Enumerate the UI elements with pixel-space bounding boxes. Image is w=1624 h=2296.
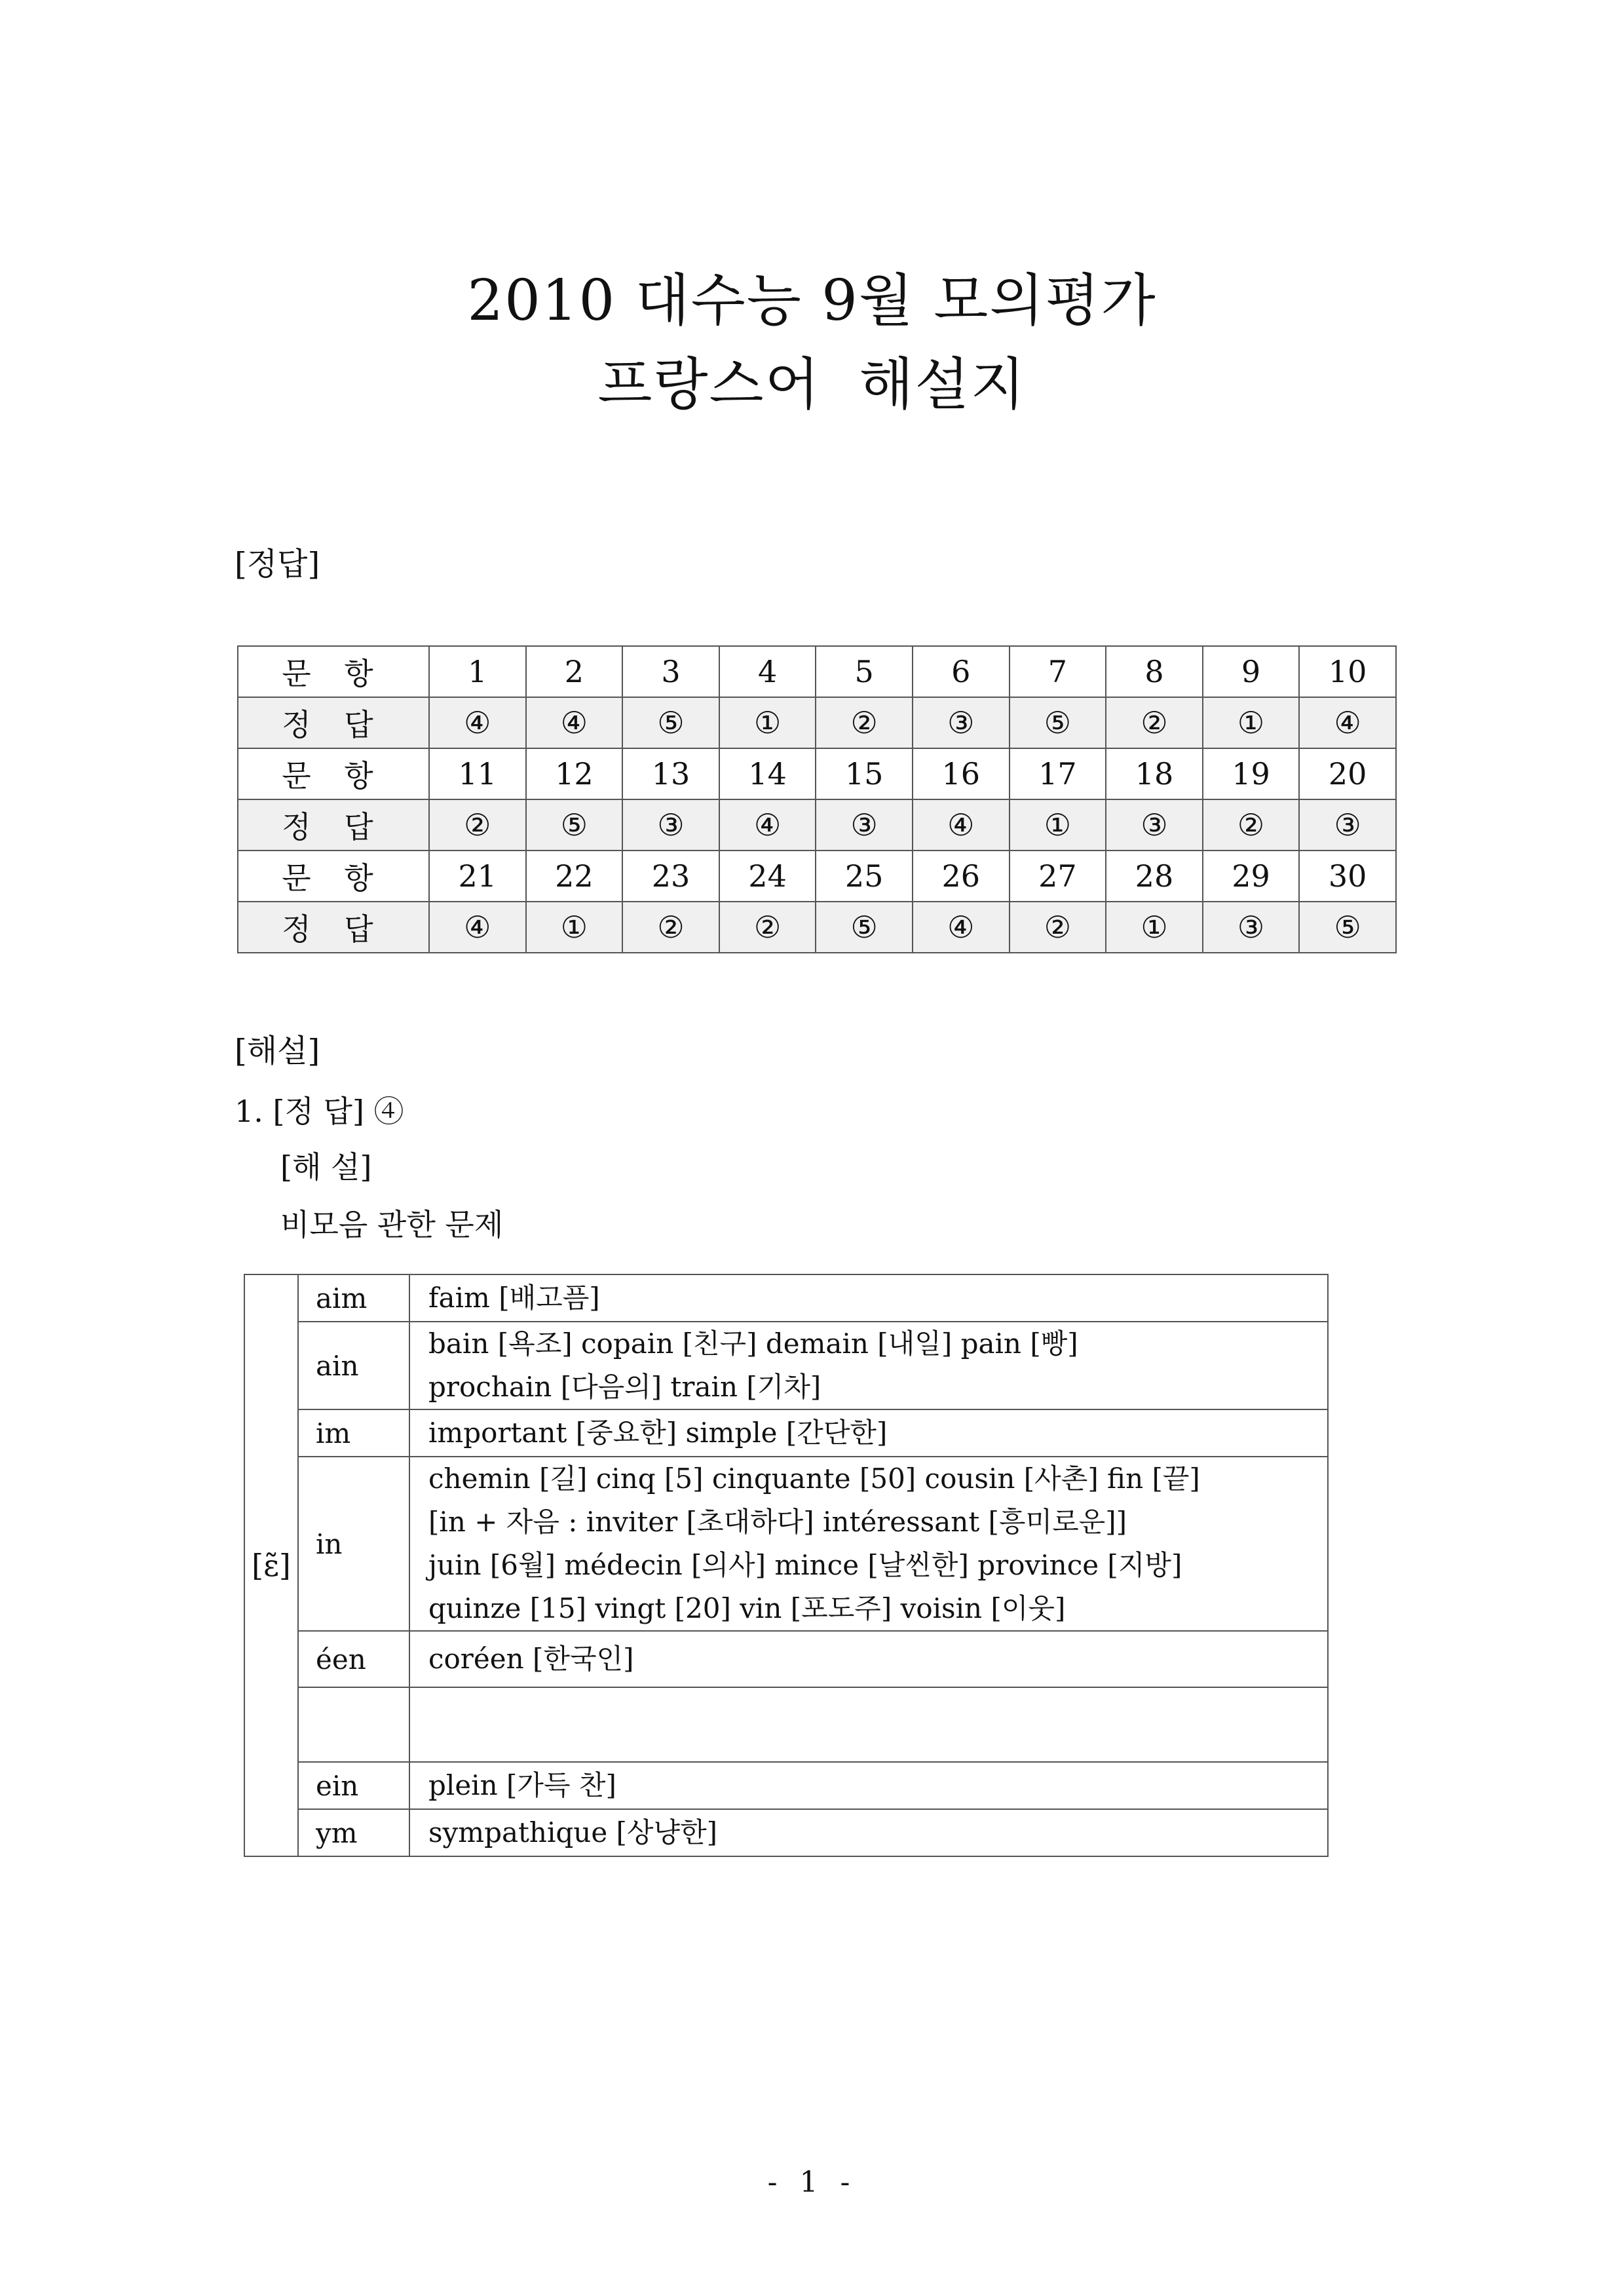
example-line: chemin [길] cinq [5] cinquante [50] cousin [사촌] fin [끝] [428,1463,1200,1495]
vowel-table-row [244,1274,1328,1322]
examples-cell [409,1322,1328,1409]
question-number-cell: 27 [1010,851,1106,902]
examples-cell [409,1687,1328,1762]
question-row [238,646,1396,697]
question-number-cell: 26 [913,851,1010,902]
example-line: quinze [15] vingt [20] vin [포도주] voisin [이웃] [428,1592,1066,1624]
answer-cell: ④ [913,902,1010,953]
question-row [238,851,1396,902]
question-number-cell: 3 [622,646,719,697]
document-title [0,259,1624,427]
page-number: - 1 - [767,2166,857,2199]
question-number-cell: 22 [526,851,623,902]
answer-cell: ③ [913,697,1010,748]
answer-cell: ④ [913,799,1010,851]
question-number-cell: 11 [429,748,526,799]
question-number-cell: 4 [719,646,816,697]
question-number-cell: 8 [1106,646,1203,697]
example-line: bain [욕조] copain [친구] demain [내일] pain [빵] [428,1328,1078,1360]
vowel-table-row [244,1322,1328,1409]
example-line: faim [배고픔] [428,1282,600,1314]
example-line: sympathique [상냥한] [428,1816,718,1848]
question-number-cell: 10 [1299,646,1396,697]
question-number-cell: 17 [1010,748,1106,799]
title-line-2: 프랑스어 해설지 [597,352,1027,417]
question-number-cell: 5 [816,646,913,697]
answer-cell: ② [1010,902,1106,953]
answer-table [237,645,1397,953]
example-line: important [중요한] simple [간단한] [428,1417,888,1449]
question-1-explain-label: [해 설] [280,1149,372,1185]
answer-cell: ⑤ [816,902,913,953]
answer-cell: ③ [1203,902,1300,953]
explain-section-label: [해설] [235,1033,320,1069]
spelling-cell [298,1687,409,1762]
vowel-table-row [244,1762,1328,1809]
question-1-topic: 비모음 관한 문제 [280,1207,504,1242]
spelling-cell: im [298,1409,409,1457]
answer-cell: ① [1106,902,1203,953]
vowel-table-row [244,1687,1328,1762]
question-number-cell: 16 [913,748,1010,799]
examples-cell [409,1809,1328,1856]
example-line: juin [6월] médecin [의사] mince [날씬한] province [지방] [428,1549,1182,1581]
example-line: coréen [한국인] [428,1643,634,1675]
question-number-cell: 2 [526,646,623,697]
question-number-cell: 14 [719,748,816,799]
spelling-cell: aim [298,1274,409,1322]
answer-cell: ② [719,902,816,953]
answer-cell: ⑤ [1299,902,1396,953]
question-number-cell: 1 [429,646,526,697]
answer-cell: ② [1203,799,1300,851]
answer-cell: ① [526,902,623,953]
title-line-1: 2010 대수능 9월 모의평가 [467,268,1157,334]
question-row-label: 문 항 [238,646,429,697]
answer-cell: ① [1203,697,1300,748]
answer-cell: ④ [719,799,816,851]
vowel-table-row [244,1457,1328,1631]
answer-cell: ① [719,697,816,748]
answer-cell: ① [1010,799,1106,851]
question-number-cell: 24 [719,851,816,902]
question-number-cell: 28 [1106,851,1203,902]
question-number-cell: 7 [1010,646,1106,697]
question-number-cell: 23 [622,851,719,902]
question-number-cell: 19 [1203,748,1300,799]
vowel-table-row [244,1409,1328,1457]
question-row [238,748,1396,799]
answer-cell: ④ [1299,697,1396,748]
question-number-cell: 13 [622,748,719,799]
answer-cell: ③ [816,799,913,851]
phoneme-cell: [ɛ̃] [244,1274,298,1856]
answer-cell: ④ [526,697,623,748]
answer-section-label: [정답] [235,546,320,583]
answer-cell: ② [429,799,526,851]
question-number-cell: 9 [1203,646,1300,697]
question-number-cell: 18 [1106,748,1203,799]
answer-cell: ③ [1299,799,1396,851]
vowel-table-row [244,1631,1328,1687]
spelling-cell: ain [298,1322,409,1409]
example-line: plein [가득 찬] [428,1769,616,1801]
answer-cell: ② [1106,697,1203,748]
question-number-cell: 12 [526,748,623,799]
answer-cell: ⑤ [622,697,719,748]
answer-cell: ② [816,697,913,748]
example-line: prochain [다음의] train [기차] [428,1371,821,1403]
answer-cell: ② [622,902,719,953]
answer-row-label: 정 답 [238,697,429,748]
spelling-cell: éen [298,1631,409,1687]
answer-row [238,697,1396,748]
answer-cell: ⑤ [526,799,623,851]
vowel-table-row [244,1809,1328,1856]
question-number-cell: 25 [816,851,913,902]
example-line: [in + 자음 : inviter [초대하다] intéressant [흥미로운]] [428,1506,1127,1538]
spelling-cell: ym [298,1809,409,1856]
answer-cell: ③ [1106,799,1203,851]
examples-cell [409,1457,1328,1631]
answer-row-label: 정 답 [238,799,429,851]
question-number-cell: 29 [1203,851,1300,902]
nasal-vowel-table [244,1274,1329,1857]
examples-cell [409,1274,1328,1322]
question-1-answer: 1. [정 답] ④ [235,1094,404,1129]
question-number-cell: 6 [913,646,1010,697]
answer-cell: ③ [622,799,719,851]
answer-row [238,799,1396,851]
answer-cell: ⑤ [1010,697,1106,748]
answer-cell: ④ [429,902,526,953]
question-number-cell: 20 [1299,748,1396,799]
spelling-cell: ein [298,1762,409,1809]
question-number-cell: 30 [1299,851,1396,902]
question-row-label: 문 항 [238,851,429,902]
examples-cell [409,1631,1328,1687]
examples-cell [409,1762,1328,1809]
answer-cell: ④ [429,697,526,748]
question-number-cell: 21 [429,851,526,902]
answer-row [238,902,1396,953]
answer-row-label: 정 답 [238,902,429,953]
examples-cell [409,1409,1328,1457]
question-number-cell: 15 [816,748,913,799]
spelling-cell: in [298,1457,409,1631]
question-row-label: 문 항 [238,748,429,799]
